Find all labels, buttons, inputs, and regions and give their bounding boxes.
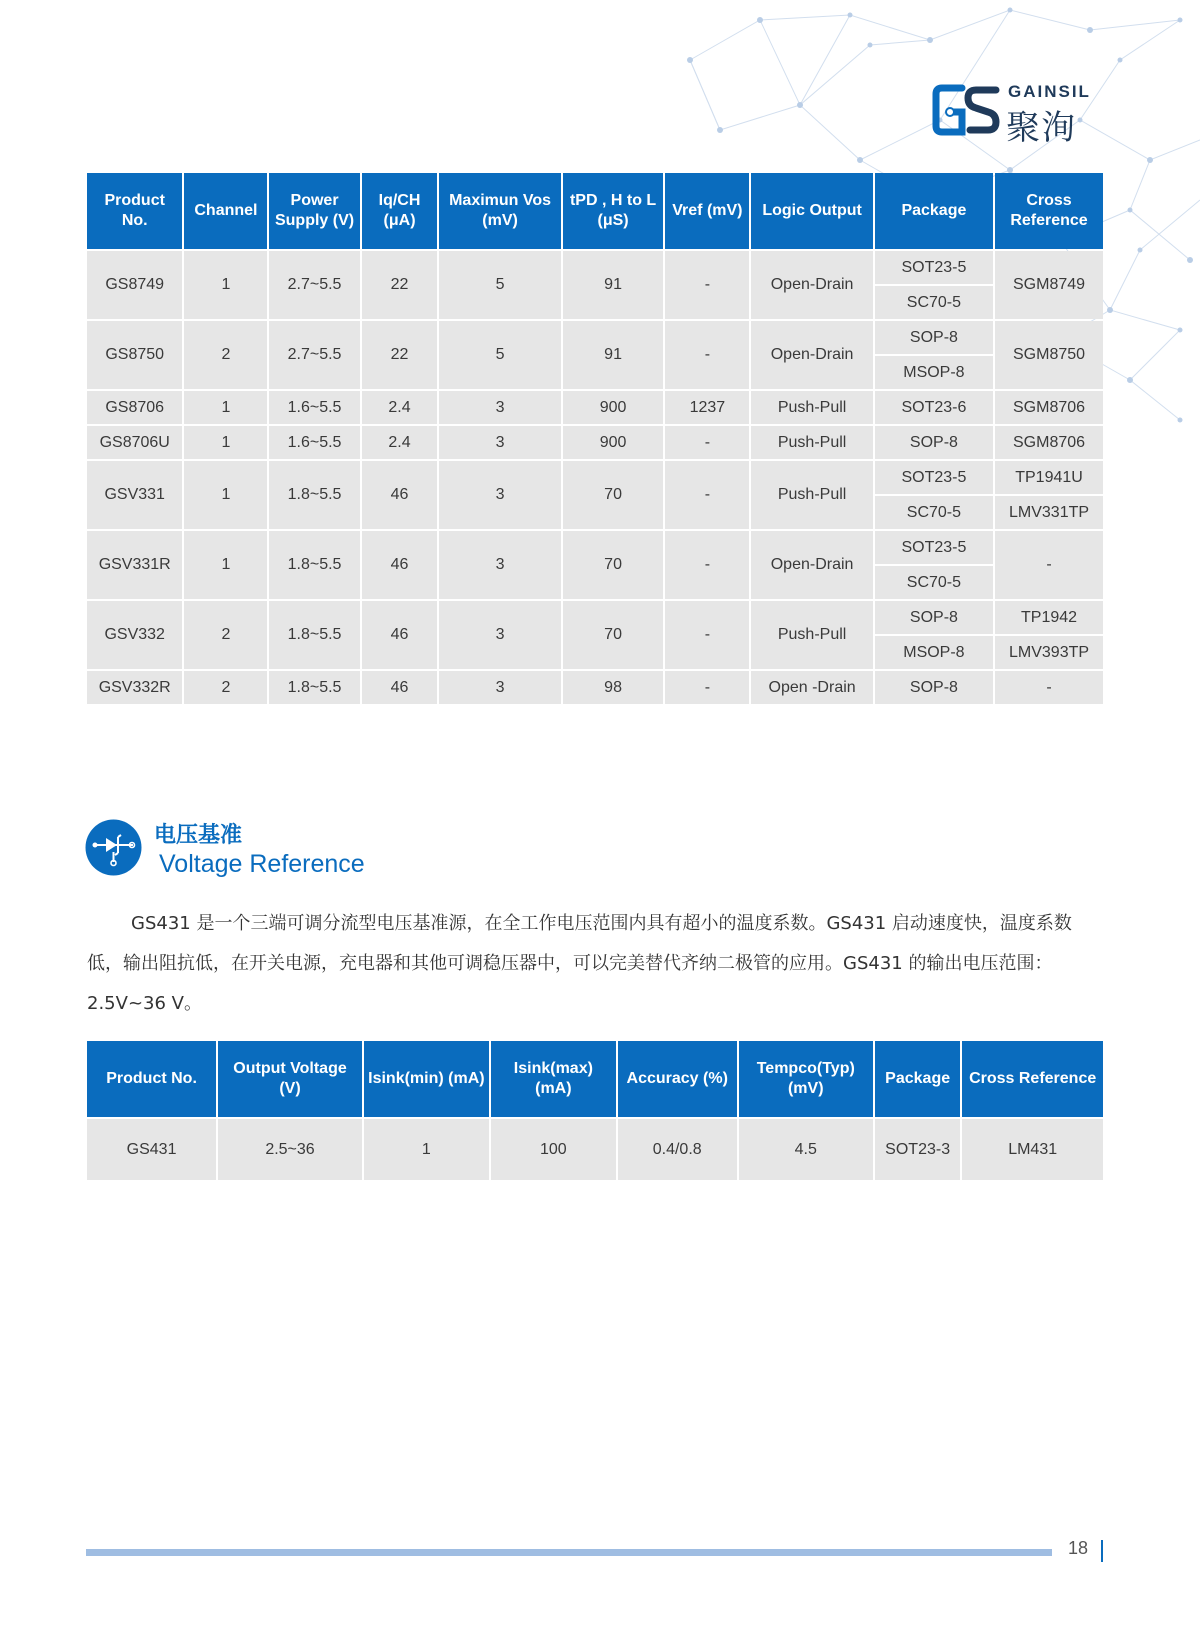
table-cell: GS8706U <box>87 426 182 459</box>
comparator-header-cell: Channel <box>184 173 267 249</box>
table-cell: 2.7~5.5 <box>269 321 359 389</box>
section-title-en: Voltage Reference <box>159 850 365 878</box>
voltage-reference-table <box>85 1039 1105 1182</box>
package-cell: SOP-8 <box>875 321 993 354</box>
table-cell: 4.5 <box>739 1119 873 1180</box>
cross-reference-cell: LMV331TP <box>995 496 1103 529</box>
table-cell: 98 <box>563 671 664 704</box>
comparator-header-row <box>87 173 1103 249</box>
table-cell: 1 <box>184 426 267 459</box>
comparator-table <box>85 171 1105 706</box>
table-cell: 5 <box>439 251 560 319</box>
table-cell: - <box>665 251 749 319</box>
table-cell: 3 <box>439 426 560 459</box>
table-cell: - <box>665 671 749 704</box>
cross-reference-cell: SGM8749 <box>995 251 1103 319</box>
package-cell: SC70-5 <box>875 286 993 319</box>
table-cell: 2 <box>184 601 267 669</box>
section-title-cn: 电压基准 <box>154 823 243 848</box>
table-cell: 3 <box>439 531 560 599</box>
table-cell: 1.8~5.5 <box>269 461 359 529</box>
reference-header-cell: Accuracy (%) <box>618 1041 737 1117</box>
table-cell: 22 <box>362 321 438 389</box>
package-cell: SOT23-6 <box>875 391 993 424</box>
table-cell: - <box>665 601 749 669</box>
table-cell: Open-Drain <box>751 321 872 389</box>
table-cell: 2.4 <box>362 391 438 424</box>
table-cell: 900 <box>563 426 664 459</box>
table-cell: LM431 <box>962 1119 1103 1180</box>
table-cell: 2.5~36 <box>218 1119 362 1180</box>
reference-header-cell: Isink(min) (mA) <box>364 1041 489 1117</box>
table-cell: 2 <box>184 671 267 704</box>
cross-reference-cell: TP1942 <box>995 601 1103 634</box>
section-intro-paragraph: GS431 是一个三端可调分流型电压基准源，在全工作电压范围内具有超小的温度系数。GS431 启动速度快，温度系数低，输出阻抗低，在开关电源，充电器和其他可调稳压器中，可以完美替代齐纳二极管的应用。GS431 的输出电压范围：2.5V~36 V。 <box>87 913 1072 1014</box>
table-cell: GS8706 <box>87 391 182 424</box>
reference-header-cell: Output Voltage (V) <box>218 1041 362 1117</box>
cross-reference-cell: SGM8706 <box>995 391 1103 424</box>
package-cell: MSOP-8 <box>875 356 993 389</box>
table-row <box>87 426 1103 459</box>
table-cell: 3 <box>439 391 560 424</box>
package-cell: SOT23-5 <box>875 251 993 284</box>
table-cell: GSV332 <box>87 601 182 669</box>
comparator-header-cell: Product No. <box>87 173 182 249</box>
comparator-header-cell: Logic Output <box>751 173 872 249</box>
package-cell: SOP-8 <box>875 671 993 704</box>
table-cell: GS8749 <box>87 251 182 319</box>
reference-header-cell: Package <box>875 1041 960 1117</box>
package-cell: SOT23-5 <box>875 531 993 564</box>
table-cell: 100 <box>491 1119 616 1180</box>
table-cell: Push-Pull <box>751 391 872 424</box>
reference-header-cell: Tempco(Typ) (mV) <box>739 1041 873 1117</box>
table-row <box>87 391 1103 424</box>
table-cell: 70 <box>563 531 664 599</box>
table-cell: Push-Pull <box>751 426 872 459</box>
table-cell: GSV332R <box>87 671 182 704</box>
package-cell: SC70-5 <box>875 566 993 599</box>
table-cell: 70 <box>563 461 664 529</box>
table-row <box>87 461 1103 494</box>
cross-reference-cell: - <box>995 531 1103 599</box>
table-cell: 2.4 <box>362 426 438 459</box>
cross-reference-cell: - <box>995 671 1103 704</box>
table-row <box>87 601 1103 634</box>
table-cell: 2 <box>184 321 267 389</box>
table-cell: Open -Drain <box>751 671 872 704</box>
table-cell: 46 <box>362 531 438 599</box>
table-cell: 5 <box>439 321 560 389</box>
table-cell: 91 <box>563 321 664 389</box>
table-cell: 22 <box>362 251 438 319</box>
page-number: 18 <box>1068 1538 1089 1558</box>
comparator-header-cell: Vref (mV) <box>665 173 749 249</box>
table-cell: GSV331 <box>87 461 182 529</box>
table-row <box>87 321 1103 354</box>
table-cell: 91 <box>563 251 664 319</box>
cross-reference-cell: SGM8750 <box>995 321 1103 389</box>
table-cell: 1 <box>184 251 267 319</box>
table-cell: GS431 <box>87 1119 216 1180</box>
brand-logo <box>932 80 1117 148</box>
comparator-table-body <box>87 251 1103 704</box>
table-cell: Push-Pull <box>751 601 872 669</box>
brand-name-cn: 聚洵 <box>1006 108 1076 148</box>
table-cell: - <box>665 531 749 599</box>
comparator-header-cell: Maximun Vos (mV) <box>439 173 560 249</box>
voltage-reference-diode-icon <box>85 819 142 876</box>
table-cell: 3 <box>439 461 560 529</box>
table-cell: GSV331R <box>87 531 182 599</box>
table-row <box>87 251 1103 284</box>
footer-bar <box>86 1549 1052 1556</box>
cross-reference-cell: TP1941U <box>995 461 1103 494</box>
table-cell: 1 <box>184 531 267 599</box>
gainsil-logo-icon <box>932 82 1002 138</box>
comparator-header-cell: Package <box>875 173 993 249</box>
brand-name-en: GAINSIL <box>1008 82 1091 101</box>
table-cell: 1 <box>364 1119 489 1180</box>
comparator-header-cell: tPD , H to L (μS) <box>563 173 664 249</box>
package-cell: SC70-5 <box>875 496 993 529</box>
table-cell: - <box>665 321 749 389</box>
table-cell: 1.6~5.5 <box>269 426 359 459</box>
reference-header-cell: Product No. <box>87 1041 216 1117</box>
table-cell: 900 <box>563 391 664 424</box>
package-cell: SOT23-5 <box>875 461 993 494</box>
table-row <box>87 671 1103 704</box>
page-number-divider <box>1101 1540 1103 1562</box>
table-cell: Open-Drain <box>751 531 872 599</box>
table-cell: 3 <box>439 671 560 704</box>
reference-header-cell: Cross Reference <box>962 1041 1103 1117</box>
table-cell: 70 <box>563 601 664 669</box>
table-row <box>87 1119 1103 1180</box>
table-cell: 2.7~5.5 <box>269 251 359 319</box>
package-cell: SOP-8 <box>875 601 993 634</box>
package-cell: MSOP-8 <box>875 636 993 669</box>
table-cell: 1.8~5.5 <box>269 531 359 599</box>
comparator-header-cell: Iq/CH (μA) <box>362 173 438 249</box>
table-cell: 46 <box>362 671 438 704</box>
table-cell: 1 <box>184 391 267 424</box>
table-cell: GS8750 <box>87 321 182 389</box>
table-cell: 1.6~5.5 <box>269 391 359 424</box>
comparator-header-cell: Cross Reference <box>995 173 1103 249</box>
table-cell: 0.4/0.8 <box>618 1119 737 1180</box>
table-cell: 1 <box>184 461 267 529</box>
table-cell: 1.8~5.5 <box>269 671 359 704</box>
table-cell: - <box>665 426 749 459</box>
reference-table-body <box>87 1119 1103 1180</box>
table-cell: 1.8~5.5 <box>269 601 359 669</box>
table-cell: 46 <box>362 461 438 529</box>
table-cell: 3 <box>439 601 560 669</box>
table-cell: Push-Pull <box>751 461 872 529</box>
comparator-header-cell: Power Supply (V) <box>269 173 359 249</box>
reference-header-row <box>87 1041 1103 1117</box>
reference-header-cell: Isink(max) (mA) <box>491 1041 616 1117</box>
package-cell: SOP-8 <box>875 426 993 459</box>
table-cell: Open-Drain <box>751 251 872 319</box>
table-cell: 1237 <box>665 391 749 424</box>
cross-reference-cell: LMV393TP <box>995 636 1103 669</box>
table-row <box>87 531 1103 564</box>
table-cell: SOT23-3 <box>875 1119 960 1180</box>
table-cell: 46 <box>362 601 438 669</box>
table-cell: - <box>665 461 749 529</box>
cross-reference-cell: SGM8706 <box>995 426 1103 459</box>
